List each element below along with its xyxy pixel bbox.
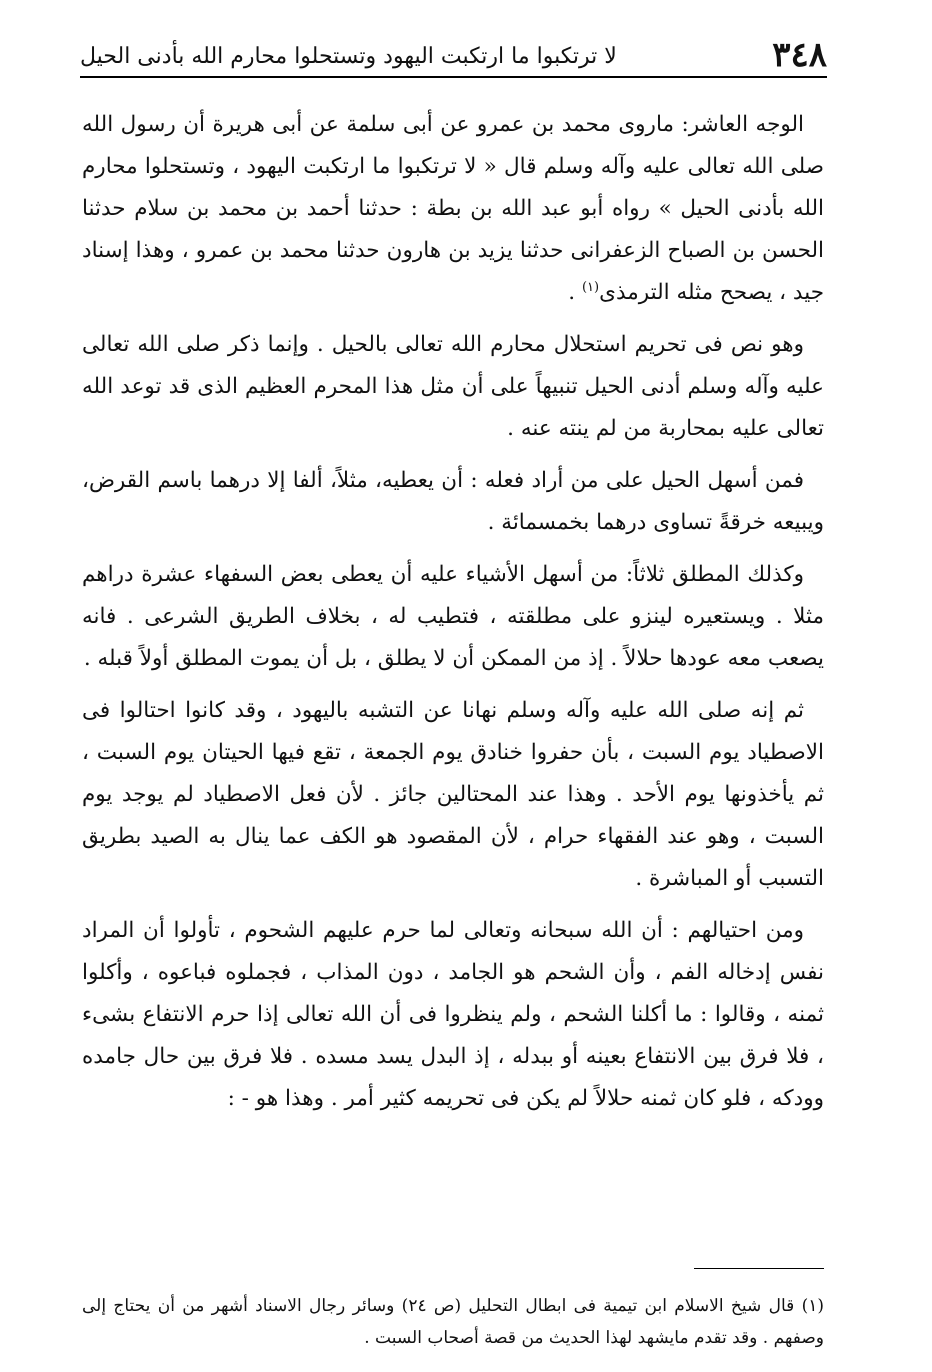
footnote-marker: (١) bbox=[581, 279, 600, 295]
paragraph: وكذلك المطلق ثلاثاً: من أسهل الأشياء عليه أن يعطى بعض السفهاء عشرة دراهم مثلا . ويستعيره لينزو على مطلقته ، فتطيب له ، بخلاف الطريق الشرعى . فانه يصعب معه عودها حلالاً . إذ من الممكن أن لا يطلق ، بل أن يموت المطلق أولاً قبله . bbox=[82, 562, 824, 671]
header-rule bbox=[80, 76, 827, 78]
paragraph: ثم إنه صلى الله عليه وآله وسلم نهانا عن التشبه باليهود ، وقد كانوا احتالوا فى الاصطياد يوم السبت ، بأن حفروا خنادق يوم الجمعة ، تقع فيها الحيتان يوم السبت ، ثم يأخذونها يوم الأحد . وهذا عند المحتالين جائز . لأن فعل الاصطياد لم يوجد يوم السبت ، وهو عند الفقهاء حرام ، لأن المقصود هو الكف عما ينال به الصيد بطريق التسبب أو المباشرة . bbox=[82, 698, 824, 891]
paragraph: فمن أسهل الحيل على من أراد فعله : أن يعطيه، مثلاً، ألفا إلا درهما باسم القرض، ويبيعه خرقةً تساوى درهما بخمسمائة . bbox=[82, 468, 824, 535]
paragraph-text: الوجه العاشر: ماروى محمد بن عمرو عن أبى سلمة عن أبى هريرة أن رسول الله صلى الله تعالى عليه وآله وسلم قال « لا ترتكبوا ما ارتكبت اليهود ، وتستحلوا محارم الله بأدنى الحيل » رواه أبو عبد الله بن بطة : حدثنا أحمد بن محمد بن سلام حدثنا الحسن بن الصباح الزعفرانى حدثنا يزيد بن هارون حدثنا محمد بن عمرو ، وهذا إسناد جيد ، يصحح مثله الترمذى bbox=[82, 112, 824, 305]
page-number: ٣٤٨ bbox=[772, 35, 827, 75]
paragraph: ومن احتيالهم : أن الله سبحانه وتعالى لما حرم عليهم الشحوم ، تأولوا أن المراد نفس إدخاله الفم ، وأن الشحم هو الجامد ، دون المذاب ، فجملوه فباعوه ، وأكلوا ثمنه ، وقالوا : ما أكلنا الشحم ، ولم ينظروا فى أن الله تعالى إذا حرم الانتفاع بشىء ، فلا فرق بين الانتفاع بعينه أو ببدله ، إذ البدل يسد مسده . فلا فرق بين حال جامده وودكه ، فلو كان ثمنه حلالاً لم يكن فى تحريمه كثير أمر . وهذا هو - : bbox=[82, 918, 824, 1111]
footnote: (١) قال شيخ الاسلام ابن تيمية فى ابطال التحليل (ص ٢٤) وسائر رجال الاسناد أشهر من أن يحتاج إلى وصفهم . وقد تقدم مايشهد لهذا الحديث من قصة أصحاب السبت . bbox=[82, 1296, 824, 1348]
page-header bbox=[80, 28, 827, 75]
body-text bbox=[82, 104, 824, 1130]
paragraph: الوجه العاشر: ماروى محمد بن عمرو عن أبى سلمة عن أبى هريرة أن رسول الله صلى الله تعالى عليه وآله وسلم قال « لا ترتكبوا ما ارتكبت اليهود ، وتستحلوا محارم الله بأدنى الحيل » رواه أبو عبد الله بن بطة : حدثنا أحمد بن محمد بن سلام حدثنا الحسن بن الصباح الزعفرانى حدثنا يزيد بن هارون حدثنا محمد بن عمرو ، وهذا إسناد جيد ، يصحح مثله الترمذى$^{(١)}$ . bbox=[82, 112, 824, 305]
footnote-rule bbox=[694, 1268, 824, 1269]
running-title: لا ترتكبوا ما ارتكبت اليهود وتستحلوا محارم الله بأدنى الحيل bbox=[80, 44, 617, 69]
paragraph: وهو نص فى تحريم استحلال محارم الله تعالى بالحيل . وإنما ذكر صلى الله تعالى عليه وآله وسلم أدنى الحيل تنبيهاً على أن مثل هذا المحرم العظيم الذى قد توعد الله تعالى عليه بمحاربة من لم ينته عنه . bbox=[82, 332, 824, 441]
